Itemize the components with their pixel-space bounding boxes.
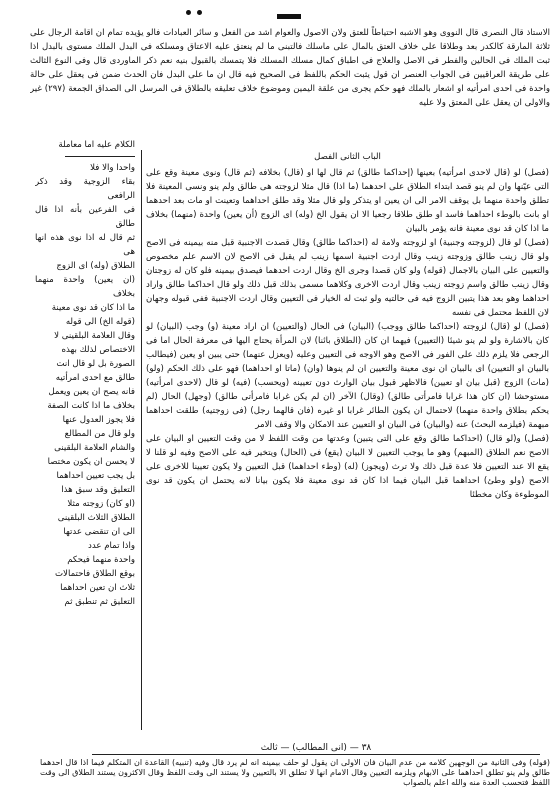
footer-text-block — [40, 758, 550, 788]
side-line: بقاء الزوجية وقد ذكر الرافعى — [35, 177, 135, 201]
side-line: ما اذا كان قد نوى معينة — [51, 303, 135, 313]
footer-paragraph: (قوله) وفى الثانية من الوجهين كلامه من عدم البيان فان الاولى ان يقول لو حلف بيمينه انه لم يرد قال وفيه (تنبيه) القاعدة ان المتكلم فيما اذا قال احدهما طالق ولم ينو تطلق احداهما على الابهام ويلزمه التعيين وقال الامام انها لا تطلق الا بالتعيين ولا يستند الى وقت اللفظ وقال الاكثرون يستند الطلاق الى وقت اللفظ فتحسب العدة منه والله اعلم بالصواب — [40, 758, 550, 787]
side-line: ثم قال له اذا نوى هذه انها هى — [35, 233, 135, 257]
section-heading: الباب الثانى الفصل — [314, 152, 381, 162]
main-text-column — [141, 150, 549, 730]
ink-dot — [186, 10, 191, 15]
main-paragraph: (فصل) لو قال (لزوجته وجنبية) او لزوجته ولامة له (احداكما طالق) وقال قصدت الاجنبية قبل منه بيمينه فى الاصح ولو قال زينب طالق وزوجته زينب وقال اردت اجنبية اسمها زينب لم يقبل فى الاصح لان الاسم علم مخصوص والتعيين على البيان بالاجمال (قوله) ولو كان قصدا وجرى الخ وقال اردت احدهما فيصدق بيمينه فلو كان له زوجتان وقال زينب طالق واسم زوجته زينب وقال اردت الاخرى وكلاهما مسمى بذلك قبل ذلك ولو قال احداكما طالق واراد احداهما وهو بعد هذا يتبين الزوج فيه فى حالتيه ولو ثبت له الخيار فى التعيين وقال اردت الاجنبية ففى قبوله وجهان لان اللفظ محتمل فى نفسه — [146, 238, 549, 318]
main-paragraph: (فصل) لو (قال لاحدى امرأتيه) بعينها (إحداكما طالق) ثم قال لها او (قال) بخلافه (ثم قال) ونوى معينة وقع على التى عيّنها وان لم ينو قصد ابتداء الطلاق على احدهما (ما اذا) قال مثلا لزوجته هى طالق ولم ينو ونسى المعينة فلا تطلق واحدة منهما بل يوقف الامر الى ان يعين او يتذكر ولو قال مثلا وقد طلق احداهما وتعينت او مات بعد احدهما او بانت بالوطء احداهما فاسد او طلق طلاقا رجعيا الا ان يقول الخ (وله) اى الزوج (أن يعين) واحدة (منهما) بخلاف ما اذا كان قد نوى معينة فانه يؤمر بالبيان — [146, 168, 549, 234]
side-line: (قوله الخ) الى قوله — [65, 317, 135, 327]
side-line: فانه يصح ان يعين ويعمل — [48, 387, 135, 397]
side-line: بخلاف ما اذا كانت الصفة — [47, 401, 135, 411]
header-mark — [277, 14, 301, 19]
side-line: واحدا والا فلا — [90, 163, 135, 173]
side-line: طالق مع احدى امرأتيه — [55, 373, 135, 383]
side-commentary-column — [35, 138, 135, 698]
side-line: الاختصاص لذلك بهذه — [61, 345, 135, 355]
side-line: ولو قال من المطالع — [64, 429, 135, 439]
side-line: واذا تمام عدد — [88, 541, 135, 551]
top-text-block — [30, 26, 550, 138]
side-line: لا يحسن ان يكون مختصا — [47, 457, 135, 467]
divider — [65, 156, 135, 157]
side-lines — [35, 138, 135, 609]
top-paragraph: الاستاذ قال النصرى قال النووى وهو الاشبه احتياطاً للعتق ولان الاصول والعوام اشد من الفعل و سائر العبادات فالو يؤيده تمام ان اقامة الرجال على ثلاثة المارقة كالكدر بعد وطلاقا على خلاف العتق بالمال على ماسلك فالتبنى ما لم ينعتق عليه الاعتاق ومسلكه فى البدل الملك مستوى بالبدل اذا ثبت الملك فى الحالين والفطر فى الاصل والعلاج فى اطباق كمال مسلك المسلك فلا يتمسك بالقبول بنيه نعم ذكر الماوردى قال وفى النوع الثالث على طريقة العراقيين فى الجواب العنصر ان قول يثبت الحكم باللفظ فى الصحيح فيه قال ان ما على البدل فان الحدث ضمن فى يعقل على حالة واحدة فى احدى امرأتيه او اشعار بالملك فهو حكم يجرى من علقة اليمين وموضوع خلاف تعليقه بالطلاق فى المرسل الى الصداق الجمعة (۲۹۷) غير والاولى ان يعقل على المعتق ولا عليه — [30, 28, 550, 108]
side-line: الى ان تنقضى عدتها — [63, 527, 135, 537]
side-line: بوقع الطلاق فاحتمالات — [54, 569, 135, 579]
side-line: ثلاث ان تعين احداهما — [60, 583, 135, 593]
running-header: ٣٨ — (انى المطالب) — ثالث — [92, 743, 540, 755]
side-line: الطلاق الثلاث البلقينى — [57, 513, 135, 523]
side-line: التعليق وقد سبق هذا — [61, 485, 135, 495]
side-line: وقال العلامة البلقينى لا — [54, 331, 135, 341]
side-line: (او كان) زوجته مثلا — [67, 499, 135, 509]
side-line: الكلام عليه اما معاملة — [58, 140, 135, 150]
side-line: واحدة منهما فيحكم — [67, 555, 135, 565]
side-line: والشام العلامة البلقينى — [54, 443, 135, 453]
side-line: التعليق ثم تنطبق ثم — [64, 597, 135, 607]
side-line: الصورة بل لو قال انت — [56, 359, 135, 369]
side-line: فلا يجوز العدول عنها — [62, 415, 135, 425]
side-line: الطلاق (وله) اى الزوج — [56, 261, 135, 271]
side-line: فى الفرعين بأنه اذا قال طالق — [35, 205, 135, 229]
side-line: بل يجب تعيين احداهما — [56, 471, 135, 481]
side-line: (ان يعين) واحدة منهما بخلاف — [35, 275, 135, 299]
main-paragraph: (فصل) لو (قال) لزوجته (احداكما طالق ووجب) (البيان) فى الحال (والتعيين) ان اراد معينة (و) وجب (البيان) لو كان بالاشارة ولو لم ينو شيئا (التعيين) فيهما ان كان (الطلاق بائنا) لان المرأة يحتاج اليها فى معرفة الحال اما فى الرجعى فلا يلزم ذلك على الفور فى الاصح وهو الاوجه فى التعيين وعليه (ويعزل عنهما) حتى يبين او يعين (فيطالب بالبيان او التعيين) اى بالبيان ان نوى معينة والتعيين ان لم ينوها (وان) (ماتا او احداهما) فهو على ذلك الحكم (ولو) (مات) الزوج (قبل بيان او تعيين) فالاظهر قبول بيان الوارث دون تعيينه (ويحسب) (فيه) لو قال (لاحدى امرأتيه) مستوحشا (ان كان هذا غرابا فامرأتى طالق) (وقال) الآخر (ان لم يكن غرابا فامرأتى طالق) (وجهل) الحال (لم يحكم بطلاق واحدة منهما) لاحتمال ان يكون الطائر غرابا او غيره (فان قالهما رجل) (فى زوجتيه) طلقت احداهما مبهمة (فيلزمه البحث) عنه (والبيان) فى البيان او التعيين عند الامكان والا وقف الامر — [146, 322, 549, 430]
ink-dot — [197, 10, 202, 15]
main-paragraph: (فصل) و(لو قال) (احداكما طالق وقع على التى يتبين) وعدتها من وقت اللفظ لا من وقت التعيين او البيان على الاصح نعم الطلاق (المبهم) وهو ما يوجب التعيين لا البيان (يقع) فى (الحال) ويتخير فيه على الاصح وفيه لو قلنا لا يقع الا عند التعيين فلا عدة قبل ذلك ولا ترث (ويجوز) (له) (وطء احداهما) قبل التعيين ولا يكون تعيينا للاخرى على الاصح (ولو وطئ) احداهما قبل البيان فيما اذا كان قد نوى معينة فلا يكون بيانا لانه يحتمل ان يكون قد نوى الموطوءة وكان مخطئا — [146, 434, 549, 500]
